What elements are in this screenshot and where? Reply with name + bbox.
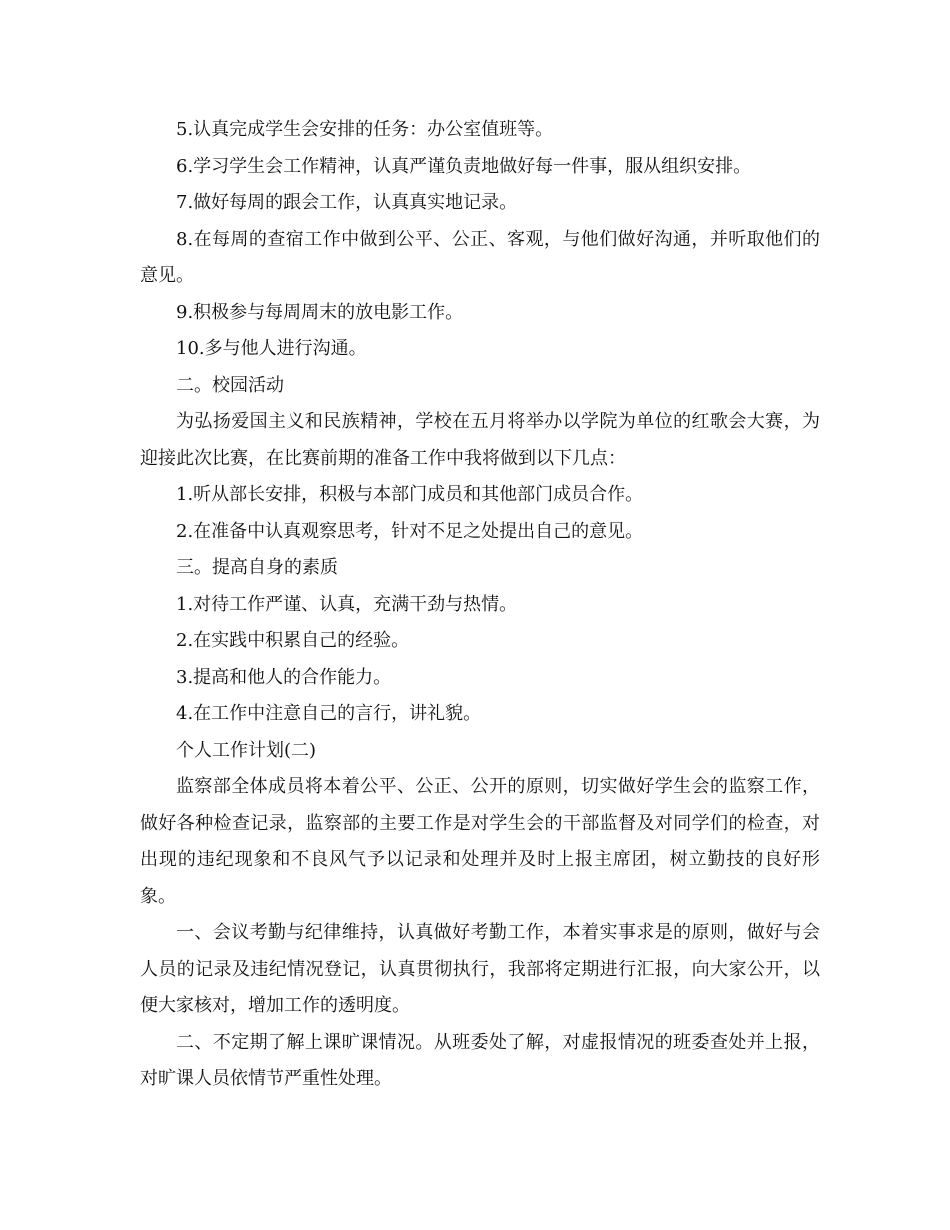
paragraph-supervision-intro: 监察部全体成员将本着公平、公正、公开的原则，切实做好学生会的监察工作，做好各种检查记录，监察部的主要工作是对学生会的干部监督及对同学们的检查，对出现的违纪现象和不良风气予以记录和处理并及时上报主席团，树立勤技的良好形象。 <box>140 776 820 907</box>
paragraph-supervision-1: 一、会议考勤与纪律维持，认真做好考勤工作，本着实事求是的原则，做好与会人员的记录及违纪情况登记，认真贯彻执行，我部将定期进行汇报，向大家公开，以便大家核对，增加工作的透明度。 <box>140 922 820 1016</box>
section-heading-plan-two: 个人工作计划(二) <box>176 739 317 761</box>
paragraph-campus-1: 1.听从部长安排，积极与本部门成员和其他部门成员合作。 <box>176 484 644 505</box>
paragraph-campus-2: 2.在准备中认真观察思考，针对不足之处提出自己的意见。 <box>176 520 644 542</box>
paragraph-task-9: 9.积极参与每周周末的放电影工作。 <box>176 301 464 323</box>
paragraph-campus-intro: 为弘扬爱国主义和民族精神，学校在五月将举办以学院为单位的红歌会大赛，为迎接此次比赛，在比赛前期的准备工作中我将做到以下几点： <box>140 411 820 469</box>
section-heading-self-improvement: 三。提高自身的素质 <box>176 557 338 578</box>
paragraph-improve-2: 2.在实践中积累自己的经验。 <box>176 630 410 651</box>
paragraph-improve-4: 4.在工作中注意自己的言行，讲礼貌。 <box>176 703 482 724</box>
paragraph-improve-1: 1.对待工作严谨、认真，充满干劲与热情。 <box>176 593 518 615</box>
document-body <box>140 112 820 1098</box>
paragraph-supervision-2: 二、不定期了解上课旷课情况。从班委处了解，对虚报情况的班委查处并上报，对旷课人员依情节严重性处理。 <box>140 1031 820 1089</box>
section-heading-campus-activities: 二。校园活动 <box>176 374 284 396</box>
paragraph-task-5: 5.认真完成学生会安排的任务：办公室值班等。 <box>176 119 554 140</box>
paragraph-improve-3: 3.提高和他人的合作能力。 <box>176 666 392 688</box>
paragraph-task-10: 10.多与他人进行沟通。 <box>176 338 367 359</box>
paragraph-task-6: 6.学习学生会工作精神，认真严谨负责地做好每一件事，服从组织安排。 <box>176 155 752 177</box>
paragraph-task-8: 8.在每周的查宿工作中做到公平、公正、客观，与他们做好沟通，并听取他们的意见。 <box>140 228 820 286</box>
paragraph-task-7: 7.做好每周的跟会工作，认真真实地记录。 <box>176 192 518 213</box>
